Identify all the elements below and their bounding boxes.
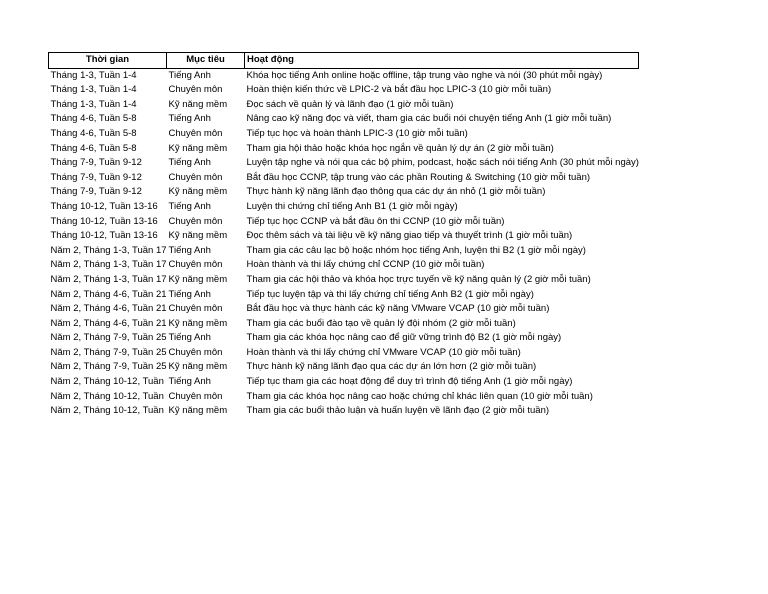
goal-cell: Kỹ năng mềm: [168, 317, 228, 329]
table-row: [49, 331, 639, 346]
time-cell: Tháng 10-12, Tuần 13-16: [50, 200, 158, 212]
header-goal: Mục tiêu: [167, 53, 245, 69]
activity-cell: Tham gia các câu lạc bộ hoặc nhóm học tiếng Anh, luyện thi B2 (1 giờ mỗi ngày): [246, 244, 586, 256]
time-cell: Tháng 1-3, Tuần 1-4: [50, 98, 137, 110]
time-cell: Năm 2, Tháng 1-3, Tuần 17: [50, 259, 167, 271]
table-row: [49, 390, 639, 405]
time-cell: Năm 2, Tháng 7-9, Tuần 25: [50, 346, 167, 358]
time-cell: Năm 2, Tháng 4-6, Tuần 21: [50, 288, 167, 300]
activity-cell: Hoàn thiện kiến thức về LPIC-2 và bắt đầu học LPIC-3 (10 giờ mỗi tuần): [246, 84, 552, 96]
time-cell: Năm 2, Tháng 10-12, Tuần: [50, 405, 164, 417]
table-row: [49, 244, 639, 259]
goal-cell: Kỹ năng mềm: [168, 186, 228, 198]
goal-cell: Tiếng Anh: [168, 244, 211, 256]
activity-cell: Thực hành kỹ năng lãnh đạo thông qua các dự án nhỏ (1 giờ mỗi tuần): [246, 186, 546, 198]
activity-cell: Tiếp tục học CCNP và bắt đầu ôn thi CCNP (10 giờ mỗi tuần): [246, 215, 505, 227]
table-row: [49, 68, 639, 83]
activity-cell: Nâng cao kỹ năng đọc và viết, tham gia các buổi nói chuyện tiếng Anh (1 giờ mỗi tuần): [246, 113, 612, 125]
table-row: [49, 185, 639, 200]
activity-cell: Tham gia hội thảo hoặc khóa học ngắn về quản lý dự án (2 giờ mỗi tuần): [246, 142, 554, 154]
activity-cell: Hoàn thành và thi lấy chứng chỉ CCNP (10 giờ mỗi tuần): [246, 259, 485, 271]
goal-cell: Chuyên môn: [168, 346, 223, 358]
time-cell: Tháng 10-12, Tuần 13-16: [50, 230, 158, 242]
activity-cell: Thực hành kỹ năng lãnh đạo qua các dự án lớn hơn (2 giờ mỗi tuần): [246, 361, 537, 373]
goal-cell: Tiếng Anh: [168, 288, 211, 300]
table-row: [49, 156, 639, 171]
activity-cell: Luyện tập nghe và nói qua các bộ phim, podcast, hoặc sách nói tiếng Anh (30 phút mỗi ngày): [246, 157, 639, 169]
activity-cell: Bắt đầu học CCNP, tập trung vào các phần Routing & Switching (10 giờ mỗi tuần): [246, 171, 591, 183]
time-cell: Tháng 10-12, Tuần 13-16: [50, 215, 158, 227]
time-cell: Tháng 1-3, Tuần 1-4: [50, 69, 137, 81]
activity-cell: Tham gia các buổi thảo luận và huấn luyện về lãnh đạo (2 giờ mỗi tuần): [246, 405, 550, 417]
activity-cell: Tiếp tục tham gia các hoạt động để duy trì trình độ tiếng Anh (1 giờ mỗi ngày): [246, 376, 573, 388]
header-time: Thời gian: [49, 53, 167, 69]
goal-cell: Kỹ năng mềm: [168, 142, 228, 154]
goal-cell: Kỹ năng mềm: [168, 273, 228, 285]
goal-cell: Chuyên môn: [168, 390, 223, 402]
header-activity: Hoạt động: [245, 53, 639, 69]
goal-cell: Tiếng Anh: [168, 376, 211, 388]
goal-cell: Chuyên môn: [168, 84, 223, 96]
table-row: [49, 98, 639, 113]
activity-cell: Khóa học tiếng Anh online hoặc offline, tập trung vào nghe và nói (30 phút mỗi ngày): [246, 69, 603, 81]
time-cell: Tháng 4-6, Tuần 5-8: [50, 127, 137, 139]
goal-cell: Tiếng Anh: [168, 69, 211, 81]
activity-cell: Tham gia các buổi đào tạo về quản lý đội nhóm (2 giờ mỗi tuần): [246, 317, 516, 329]
goal-cell: Chuyên môn: [168, 215, 223, 227]
plan-table: [48, 52, 639, 419]
table-row: [49, 346, 639, 361]
table-row: [49, 317, 639, 332]
goal-cell: Chuyên môn: [168, 303, 223, 315]
time-cell: Năm 2, Tháng 10-12, Tuần: [50, 376, 164, 388]
table-row: [49, 127, 639, 142]
header-row: [49, 53, 639, 69]
activity-cell: Đọc sách về quản lý và lãnh đạo (1 giờ mỗi tuần): [246, 98, 454, 110]
time-cell: Tháng 7-9, Tuần 9-12: [50, 157, 142, 169]
spreadsheet-page: [48, 52, 639, 419]
time-cell: Năm 2, Tháng 4-6, Tuần 21: [50, 317, 167, 329]
goal-cell: Chuyên môn: [168, 171, 223, 183]
goal-cell: Kỹ năng mềm: [168, 98, 228, 110]
time-cell: Năm 2, Tháng 1-3, Tuần 17: [50, 273, 167, 285]
table-row: [49, 375, 639, 390]
goal-cell: Kỹ năng mềm: [168, 361, 228, 373]
table-row: [49, 404, 639, 419]
table-row: [49, 258, 639, 273]
goal-cell: Kỹ năng mềm: [168, 405, 228, 417]
table-row: [49, 288, 639, 303]
time-cell: Năm 2, Tháng 7-9, Tuần 25: [50, 361, 167, 373]
table-row: [49, 142, 639, 157]
table-row: [49, 273, 639, 288]
time-cell: Tháng 4-6, Tuần 5-8: [50, 113, 137, 125]
table-row: [49, 302, 639, 317]
time-cell: Tháng 4-6, Tuần 5-8: [50, 142, 137, 154]
table-row: [49, 200, 639, 215]
activity-cell: Tham gia các khóa học nâng cao để giữ vững trình độ B2 (1 giờ mỗi ngày): [246, 332, 562, 344]
time-cell: Năm 2, Tháng 1-3, Tuần 17: [50, 244, 167, 256]
time-cell: Năm 2, Tháng 10-12, Tuần: [50, 390, 164, 402]
time-cell: Tháng 7-9, Tuần 9-12: [50, 171, 142, 183]
table-row: [49, 83, 639, 98]
goal-cell: Tiếng Anh: [168, 332, 211, 344]
time-cell: Năm 2, Tháng 4-6, Tuần 21: [50, 303, 167, 315]
goal-cell: Tiếng Anh: [168, 200, 211, 212]
goal-cell: Chuyên môn: [168, 259, 223, 271]
goal-cell: Tiếng Anh: [168, 157, 211, 169]
time-cell: Năm 2, Tháng 7-9, Tuần 25: [50, 332, 167, 344]
goal-cell: Chuyên môn: [168, 127, 223, 139]
activity-cell: Tiếp tục học và hoàn thành LPIC-3 (10 giờ mỗi tuần): [246, 127, 468, 139]
table-body: [49, 68, 639, 419]
activity-cell: Đọc thêm sách và tài liệu về kỹ năng giao tiếp và thuyết trình (1 giờ mỗi tuần): [246, 230, 573, 242]
table-row: [49, 215, 639, 230]
time-cell: Tháng 1-3, Tuần 1-4: [50, 84, 137, 96]
table-row: [49, 229, 639, 244]
activity-cell: Tham gia các hội thảo và khóa học trực tuyến về kỹ năng quản lý (2 giờ mỗi tuần): [246, 273, 591, 285]
table-row: [49, 112, 639, 127]
activity-cell: Luyện thi chứng chỉ tiếng Anh B1 (1 giờ mỗi ngày): [246, 200, 458, 212]
time-cell: Tháng 7-9, Tuần 9-12: [50, 186, 142, 198]
goal-cell: Kỹ năng mềm: [168, 230, 228, 242]
activity-cell: Bắt đầu học và thực hành các kỹ năng VMware VCAP (10 giờ mỗi tuần): [246, 303, 550, 315]
table-row: [49, 171, 639, 186]
activity-cell: Tiếp tục luyện tập và thi lấy chứng chỉ tiếng Anh B2 (1 giờ mỗi ngày): [246, 288, 534, 300]
activity-cell: Hoàn thành và thi lấy chứng chỉ VMware VCAP (10 giờ mỗi tuần): [246, 346, 521, 358]
table-row: [49, 360, 639, 375]
goal-cell: Tiếng Anh: [168, 113, 211, 125]
activity-cell: Tham gia các khóa học nâng cao hoặc chứng chỉ khác liên quan (10 giờ mỗi tuần): [246, 390, 593, 402]
